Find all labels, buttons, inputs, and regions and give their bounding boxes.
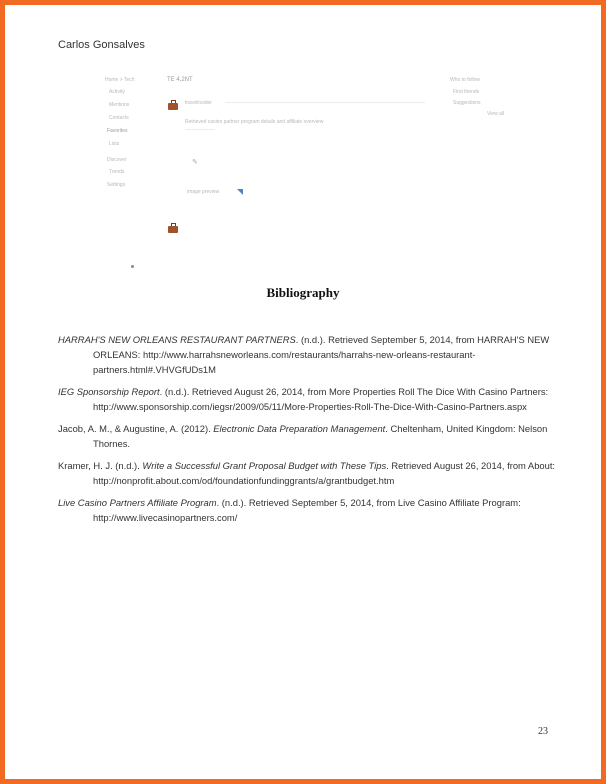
screenshot-sidebar-item: Contacts	[109, 115, 129, 121]
screenshot-sidebar-item: Discover	[107, 157, 127, 163]
screenshot-sidebar-item: Home > Tech	[105, 77, 135, 83]
bibliography-entry: Live Casino Partners Affiliate Program. (n.d.). Retrieved September 5, 2014, from Live Casino Affiliate Program: http://www.livecasinopartners.com/	[58, 497, 521, 523]
author-name: Carlos Gonsalves	[58, 39, 145, 51]
screenshot-right-panel: Find friends	[453, 89, 480, 95]
embedded-screenshot	[95, 69, 515, 269]
briefcase-icon	[168, 226, 178, 233]
bullet-icon	[131, 265, 134, 268]
bibliography-entry: Jacob, A. M., & Augustine, A. (2012). Electronic Data Preparation Management. Cheltenham, United Kingdom: Nelson Thornes.	[58, 423, 548, 449]
screenshot-post-author: travelinsider	[185, 100, 212, 106]
bibliography-entry: IEG Sponsorship Report. (n.d.). Retrieved August 26, 2014, from More Properties Roll The Dice With Casino Partners: http://www.sponsorship.com/iegsr/2009/05/11/More-Properties-Roll-The-Dice-With-Casino-Partners.aspx	[58, 386, 549, 412]
screenshot-right-panel: View all	[487, 111, 505, 117]
bibliography-list	[58, 332, 558, 532]
pointer-icon	[237, 189, 243, 195]
screenshot-right-panel: Who to follow	[450, 77, 481, 83]
bibliography-entry: Kramer, H. J. (n.d.). Write a Successful Grant Proposal Budget with These Tips. Retrieved August 26, 2014, from About: http://nonprofit.about.com/od/foundationfundinggrants/a/grantbudget.htm	[58, 460, 556, 486]
screenshot-post-text: Retrieved casino partner program details and affiliate overview	[185, 119, 324, 125]
bibliography-entry: HARRAH'S NEW ORLEANS RESTAURANT PARTNERS. (n.d.). Retrieved September 5, 2014, from HARRAH'S NEW ORLEANS: http://www.harrahsneworleans.com/restaurants/harrahs-new-orleans-restaurant-partners.html#.VHVGfUDs1M	[58, 334, 550, 375]
screenshot-sidebar-item: Trends	[109, 169, 125, 175]
screenshot-sidebar-item: Settings	[107, 182, 126, 188]
screenshot-right-panel: Suggestions	[453, 100, 481, 106]
screenshot-sidebar-item: Mentions	[109, 102, 130, 108]
image-icon: ✎	[192, 159, 198, 166]
page-number: 23	[538, 726, 548, 737]
screenshot-sidebar-item: Lists	[109, 141, 120, 147]
briefcase-icon	[168, 103, 178, 110]
screenshot-attachment: image preview	[187, 189, 220, 195]
bibliography-title: Bibliography	[266, 285, 340, 300]
screenshot-title: TE 4,2NT	[167, 77, 193, 83]
screenshot-sidebar-item: Favorites	[107, 128, 128, 134]
screenshot-sidebar-item: Activity	[109, 89, 125, 95]
